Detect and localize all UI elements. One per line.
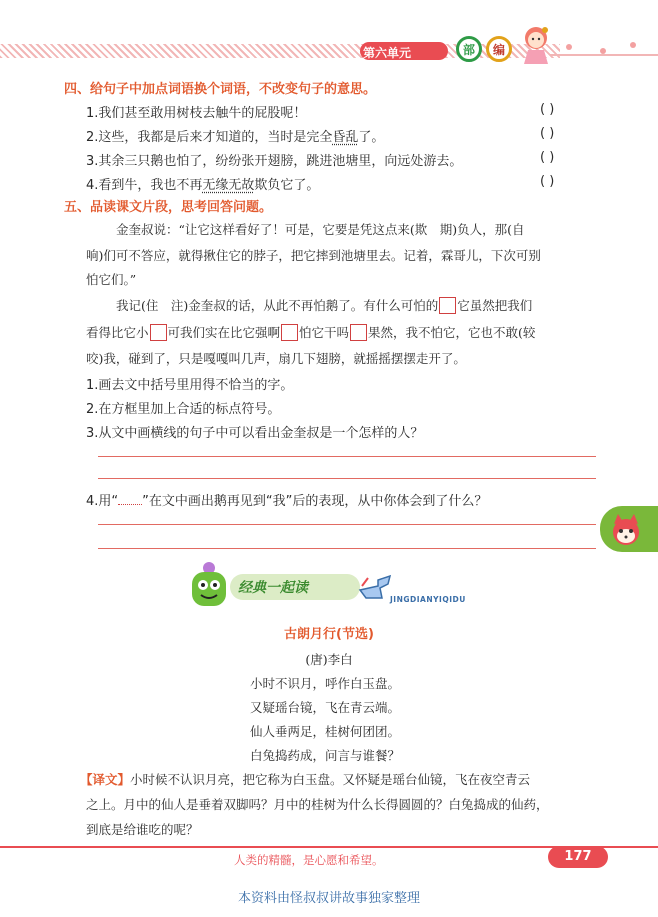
question-item: 2.在方框里加上合适的标点符号。 — [86, 402, 281, 417]
footer-motto: 人类的精髓，是心愿和希望。 — [234, 853, 384, 867]
translation-line: 之上。月中的仙人是垂着双脚吗？月中的桂树为什么长得圆圆的？白兔捣成的仙药， — [86, 797, 549, 812]
translation-line — [80, 770, 530, 788]
passage-line — [116, 296, 532, 314]
passage-line — [86, 323, 535, 341]
passage-text: 它虽然把我们 — [457, 298, 533, 313]
answer-paren[interactable]: ( ) — [540, 174, 555, 189]
question-text: 4.看到牛，我也不再 — [86, 178, 203, 193]
question-text: 4.用“ — [86, 494, 119, 509]
punctuation-box[interactable] — [439, 297, 456, 314]
mascot-girl-icon — [518, 24, 554, 66]
banner-subtitle: JINGDIANYIQIDU — [390, 595, 466, 604]
punctuation-box[interactable] — [281, 324, 298, 341]
question-item: 1.画去文中括号里用得不恰当的字。 — [86, 378, 294, 393]
question-text: 3.其余三只鹅也怕了，纷纷张开翅膀，跳进池塘里，向远处游去。 — [86, 154, 463, 169]
answer-line[interactable] — [98, 456, 596, 457]
poem-line: 仙人垂两足，桂树何团团。 — [250, 724, 401, 739]
section4-title: 四、给句子中加点词语换个词语，不改变句子的意思。 — [64, 82, 377, 97]
header-deco-line — [550, 54, 658, 56]
section5-title: 五、品读课文片段，思考回答问题。 — [64, 200, 273, 215]
question-text-tail: 了。 — [358, 130, 385, 145]
deco-dot — [566, 44, 572, 50]
passage-line: 响)们可不答应，就得揪住它的脖子，把它摔到池塘里去。记着，霖哥儿，下次可别 — [86, 248, 541, 263]
page-number: 177 — [548, 846, 608, 868]
question-text: ”在文中画出鹅再见到“我”后的表现，从中你体会到了什么？ — [142, 494, 488, 509]
question-item: 3.从文中画横线的句子中可以看出金奎叔是一个怎样的人？ — [86, 426, 424, 441]
passage-line: 金奎叔说：“让它这样看好了！可是，它要是凭这点来(欺 期)负人，那(自 — [116, 222, 525, 237]
passage-line: 怕它们。” — [86, 272, 137, 287]
answer-line[interactable] — [98, 478, 596, 479]
translation-text: 小时候不认识月亮，把它称为白玉盘。又怀疑是瑶台仙镜，飞在夜空青云 — [130, 772, 531, 787]
question-item — [86, 174, 319, 193]
answer-paren[interactable]: ( ) — [540, 150, 555, 165]
banner-title: 经典一起读 — [238, 580, 308, 596]
translation-tag: 【译文】 — [80, 772, 131, 787]
question-item — [86, 150, 462, 169]
answer-paren[interactable]: ( ) — [540, 102, 555, 117]
unit-label: 第六单元 — [363, 46, 412, 60]
question-item — [86, 102, 306, 121]
passage-text: 果然，我不怕它，它也不敢(较 — [368, 325, 536, 340]
dotted-underline-sample — [118, 504, 142, 505]
question-text: 2.这些，我都是后来才知道的，当时是完全 — [86, 130, 333, 145]
answer-line[interactable] — [98, 548, 596, 549]
punctuation-box[interactable] — [350, 324, 367, 341]
dotted-word: 无缘无故 — [202, 178, 255, 193]
passage-text: 看得比它小 — [86, 325, 149, 340]
edition-badge-bu: 部 — [456, 36, 482, 62]
reading-banner — [186, 560, 476, 610]
dotted-word: 昏乱 — [332, 130, 359, 145]
deco-dot — [600, 48, 606, 54]
poem-line: 小时不识月，呼作白玉盘。 — [250, 676, 401, 691]
answer-paren[interactable]: ( ) — [540, 126, 555, 141]
question-text: 1.我们甚至敢用树枝去触牛的屁股呢！ — [86, 106, 307, 121]
translation-line: 到底是给谁吃的呢？ — [86, 822, 199, 837]
fox-mascot-icon — [608, 512, 644, 548]
answer-line[interactable] — [98, 524, 596, 525]
question-item — [86, 490, 487, 509]
poem-line: 白兔捣药成，问言与谁餐？ — [250, 748, 401, 763]
credit-text: 本资料由怪叔叔讲故事独家整理 — [237, 891, 420, 906]
poem-title: 古朗月行(节选) — [284, 627, 374, 642]
passage-text: 我记(住 注)金奎叔的话，从此不再怕鹅了。有什么可怕的 — [116, 298, 439, 313]
passage-text: 可我们实在比它强啊 — [167, 325, 281, 340]
poem-author: (唐)李白 — [305, 652, 353, 667]
edition-badge-bian: 编 — [486, 36, 512, 62]
passage-line: 咬)我，碰到了，只是嘎嘎叫几声，扇几下翅膀，就摇摇摆摆走开了。 — [86, 351, 466, 366]
passage-text: 怕它干吗 — [299, 325, 350, 340]
pointing-hand-icon — [358, 572, 392, 602]
punctuation-box[interactable] — [150, 324, 167, 341]
question-item — [86, 126, 384, 145]
green-monster-icon — [186, 560, 232, 610]
poem-line: 又疑瑶台镜，飞在青云端。 — [250, 700, 401, 715]
deco-dot — [630, 42, 636, 48]
question-text-tail: 欺负它了。 — [254, 178, 320, 193]
